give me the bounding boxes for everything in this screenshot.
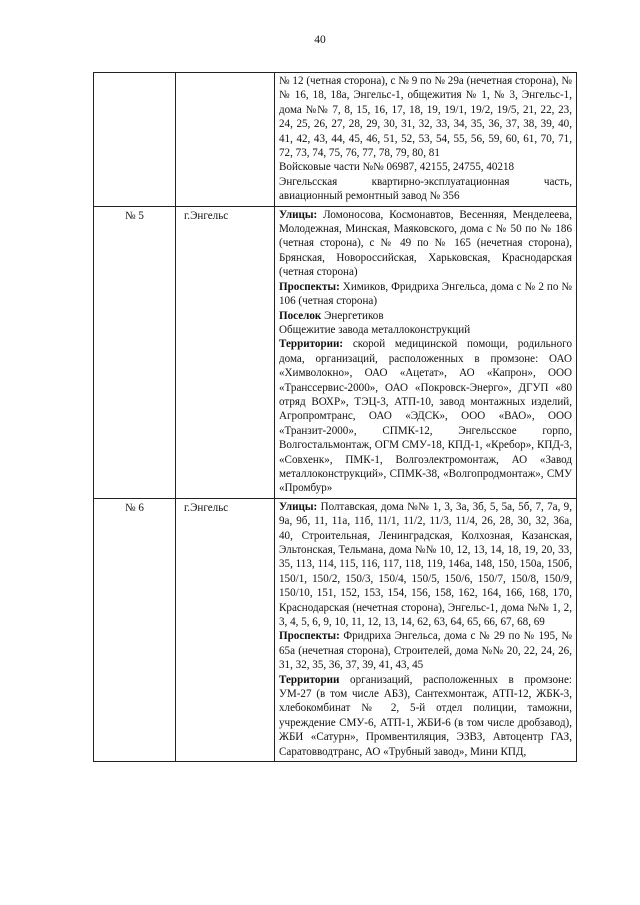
address-paragraph (279, 323, 572, 337)
address-paragraph (279, 673, 572, 759)
category-label: Улицы: (279, 500, 318, 513)
address-paragraph (279, 74, 572, 160)
address-text: скорой медицинской помощи, родильного дома, организаций, расположенных в промзоне: ОАО «Химволокно», ОАО «Ацетат», АО «Капрон», ООО «Транссервис-2000», ОАО «Покровск-Энерго», ДГУП «80 отряд ВОХР», ТЭЦ-3, АТП-10, завод монтажных изделий, Агропромтранс, ОАО «ЭДСК», ООО «ВАО», ООО «Транзит-2000», СПМК-12, Энгельсское горпо, Волгостальмонтаж, ОГМ СМУ-18, КПД-1, «Кребор», КПД-3, «Совхенк», ПМК-1, Волгоэлектромонтаж, АО «Завод металлоконструкций», СПМК-38, «Волгопродмонтаж», СМУ «Промбур» (279, 338, 572, 495)
address-text: Войсковые части №№ 06987, 42155, 24755, 40218 (279, 161, 515, 174)
category-label: Проспекты: (279, 630, 340, 643)
district-number-cell: № 5 (94, 206, 176, 498)
city-cell: г.Энгельс (176, 498, 275, 761)
category-label: Проспекты: (279, 280, 340, 293)
address-text: Фридриха Энгельса, дома с № 29 по № 195, № 65а (нечетная сторона), Строителей, дома №№ 20, 22, 24, 26, 31, 32, 35, 36, 37, 39, 41, 43, 45 (279, 630, 572, 672)
address-list-cell (275, 498, 577, 761)
address-list-cell (275, 73, 577, 207)
category-label: Поселок (279, 309, 322, 322)
address-paragraph (279, 160, 572, 174)
address-text: Общежитие завода металлоконструкций (279, 323, 471, 336)
table-row (94, 498, 577, 761)
city-cell (176, 73, 275, 207)
district-number-cell: № 6 (94, 498, 176, 761)
address-text: № 12 (четная сторона), с № 9 по № 29а (нечетная сторона), №№ 16, 18, 18а, Энгельс-1, общежития № 1, № 3, Энгельс-1, дома №№ 7, 8, 15, 16, 17, 18, 19, 19/1, 19/2, 19/5, 21, 22, 23, 24, 25, 26, 27, 28, 29, 30, 31, 32, 33, 34, 35, 36, 37, 38, 39, 40, 41, 42, 43, 44, 45, 46, 51, 52, 53, 54, 55, 56, 59, 60, 61, 70, 71, 72, 73, 74, 75, 76, 77, 78, 79, 80, 81 (279, 75, 572, 160)
address-paragraph (279, 208, 572, 280)
district-number-cell (94, 73, 176, 207)
address-text: организаций, расположенных в промзоне: УМ-27 (в том числе АБЗ), Сантехмонтаж, АТП-12, ЖБК-3, хлебокомбинат № 2, 5-й отдел полиции, таможни, учреждение СМУ-6, АТП-1, ЖБИ-6 (в том числе дробзавод), ЖБИ «Сатурн», Промвентиляция, ЭЗВЗ, Автоцентр ГАЗ, Саратовводтранс, АО «Трубный завод», Мини КПД, (279, 673, 572, 758)
address-text: Полтавская, дома №№ 1, 3, 3а, 3б, 5, 5а, 5б, 7, 7а, 9, 9а, 9б, 11, 11а, 11б, 11/1, 11/2, 11/3, 11/4, 26, 28, 30, 32, 36а, 40, Строительная, Ленинградская, Колхозная, Казанская, Эльтонская, Тельмана, дома №№ 10, 12, 13, 14, 18, 19, 20, 33, 35, 113, 114, 115, 116, 117, 118, 119, 146а, 148, 150, 150а, 150б, 150/1, 150/2, 150/3, 150/4, 150/5, 150/6, 150/7, 150/8, 150/9, 150/10, 151, 152, 153, 154, 156, 158, 162, 164, 166, 168, 170, Краснодарская (нечетная сторона), Энгельс-1, дома №№ 1, 2, 3, 4, 5, 6, 9, 10, 11, 12, 13, 14, 62, 63, 64, 65, 66, 67, 68, 69 (279, 500, 572, 629)
address-text: Ломоносова, Космонавтов, Весенняя, Менделеева, Молодежная, Минская, Маяковского, дома с № 50 по № 186 (четная сторона), с № 49 по № 165 (нечетная сторона), Брянская, Новороссийская, Харьковская, Краснодарская (четная сторона) (279, 208, 572, 279)
table-row (94, 206, 577, 498)
address-list-cell (275, 206, 577, 498)
table-row (94, 73, 577, 207)
category-label: Территории: (279, 338, 344, 351)
city-cell: г.Энгельс (176, 206, 275, 498)
address-paragraph (279, 337, 572, 495)
category-label: Территории (279, 673, 340, 686)
address-paragraph (279, 309, 572, 323)
address-text: Энгельсская квартирно-эксплуатационная часть, авиационный ремонтный завод № 356 (279, 175, 572, 203)
address-paragraph (279, 500, 572, 630)
address-text: Энергетиков (321, 309, 384, 322)
page-number: 40 (314, 34, 326, 46)
address-paragraph (279, 280, 572, 309)
address-paragraph (279, 175, 572, 204)
district-table (93, 72, 577, 762)
address-paragraph (279, 629, 572, 672)
address-text: Химиков, Фридриха Энгельса, дома с № 2 по № 106 (четная сторона) (279, 280, 572, 308)
category-label: Улицы: (279, 208, 318, 221)
